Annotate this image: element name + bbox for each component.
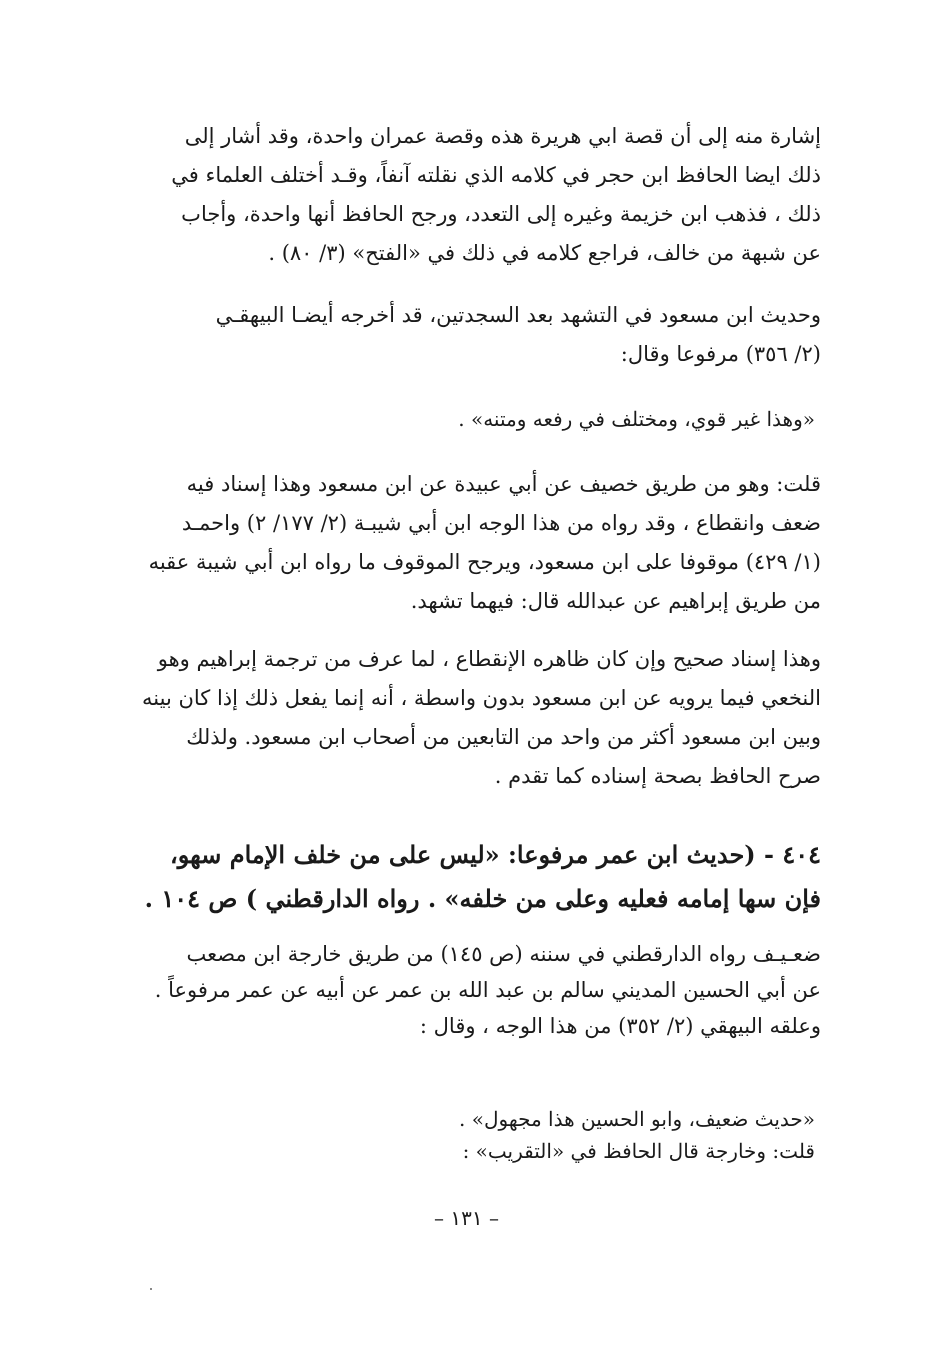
paragraph-daraqutni [115,936,821,1044]
text-line: صرح الحافظ بصحة إسناده كما تقدم . [494,764,821,788]
text-line: ٤٠٤ - (حديث ابن عمر مرفوعا: «ليس على من خلف الإمام سهو، [170,840,821,869]
text-line: «حديث ضعيف، وابو الحسين هذا مجهول» . [459,1107,815,1131]
text-line: وحديث ابن مسعود في التشهد بعد السجدتين، قد أخرجه أيضـا البيهقـي [215,303,821,327]
text-line: عن أبي الحسين المديني سالم بن عبد الله بن عمر عن أبيه عن عمر مرفوعاً . [154,978,821,1002]
paragraph-qultu-1 [115,465,821,621]
text-line: ضعـيـف رواه الدارقطني في سننه (ص ١٤٥) من طريق خارجة ابن مصعب [186,942,821,966]
text-line: ضعف وانقطاع ، وقد رواه من هذا الوجه ابن أبي شيبـة (٢/ ١٧٧/ ٢) واحمـد [181,511,821,535]
text-line: فإن سها إمامه فعليه وعلى من خلفه» . رواه الدارقطني ) ص ١٠٤ . [144,884,821,913]
text-line: وبين ابن مسعود أكثر من واحد من التابعين من أصحاب ابن مسعود. ولذلك [186,725,821,749]
text-line: وعلقه البيهقي (٢/ ٣٥٢) من هذا الوجه ، وقال : [419,1014,821,1038]
page-number: – ١٣١ – [434,1206,499,1230]
text-line: «وهذا غير قوي، ومختلف في رفعه ومتنه» . [458,407,815,431]
text-line: إشارة منه إلى أن قصة ابي هريرة هذه وقصة عمران واحدة، وقد أشار إلى [184,124,821,148]
scan-speck [150,1288,152,1290]
text-line: (٢/ ٣٥٦) مرفوعا وقال: [620,342,821,366]
text-line: (١/ ٤٢٩) موقوفا على ابن مسعود، ويرجح الموقوف ما رواه ابن أبي شيبة عقبه [148,550,821,574]
text-line: عن شبهة من خالف، فراجع كلامه في ذلك في «الفتح» (٣/ ٨٠) . [268,241,821,265]
paragraph-isnad [115,640,821,796]
text-line: ذلك ايضا الحافظ ابن حجر في كلامه الذي نقلته آنفاً، وقـد أختلف العلماء في [171,163,821,187]
text-line: من طريق إبراهيم عن عبدالله قال: فيهما تشهد. [410,589,821,613]
quote-majhul [115,1103,815,1167]
text-line: وهذا إسناد صحيح وإن كان ظاهره الإنقطاع ، لما عرف من ترجمة إبراهيم وهو [157,647,821,671]
text-line: النخعي فيما يرويه عن ابن مسعود بدون واسطة ، أنه إنما يفعل ذلك إذا كان بينه [142,686,821,710]
text-line: ذلك ، فذهب ابن خزيمة وغيره إلى التعدد، ورجح الحافظ أنها واحدة، وأجاب [181,202,821,226]
text-line: قلت: وخارجة قال الحافظ في «التقريب» : [462,1139,815,1163]
paragraph-continuation [115,117,821,273]
paragraph-ibn-masud [115,296,821,374]
quote-bayhaqi [115,403,815,435]
text-line: قلت: وهو من طريق خصيف عن أبي عبيدة عن ابن مسعود وهذا إسناد فيه [186,472,821,496]
hadith-heading-404 [115,833,821,921]
